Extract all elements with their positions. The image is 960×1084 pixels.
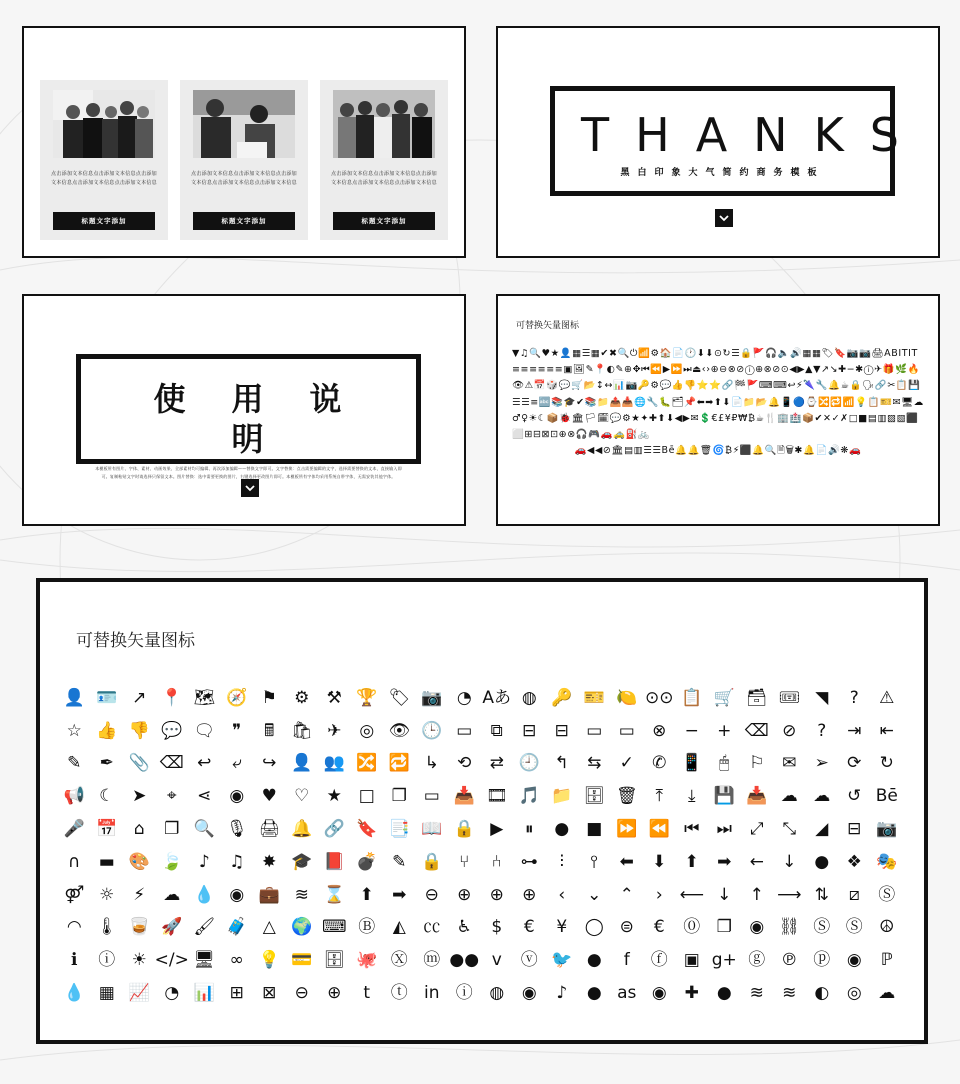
peace-icon: ☮ <box>879 917 895 938</box>
euro-c-icon: € <box>653 917 665 938</box>
tumblr-circle-icon: ⓣ <box>390 983 408 1004</box>
circle-right-icon: ⊕ <box>522 884 537 905</box>
infinity-icon: ∞ <box>229 950 244 971</box>
circle-icon: ● <box>554 819 570 840</box>
angle-right-icon: › <box>655 884 663 905</box>
microphone-2-icon: 🎙 <box>225 819 248 840</box>
clock-icon: 🕒 <box>421 720 443 741</box>
zero-c-icon: ⓪ <box>683 917 701 938</box>
print-icon: 🖨 <box>258 819 281 840</box>
up-icon: ⬆ <box>359 884 374 905</box>
magnet-icon: ∩ <box>68 851 81 872</box>
bomb-icon: 💣 <box>356 851 378 872</box>
crosshairs-icon: ⌖ <box>166 786 177 807</box>
exchange-icon: ⇆ <box>587 753 602 774</box>
slide-usage[interactable] <box>22 294 466 526</box>
slide-team-cards[interactable] <box>22 26 466 258</box>
cloud-down-icon: ☁ <box>163 884 181 905</box>
arrow-right-icon: ➡ <box>717 851 732 872</box>
team-card[interactable] <box>320 80 448 240</box>
line-chart-icon: 📈 <box>128 983 150 1004</box>
team-photo <box>193 90 295 158</box>
level-up-icon: ↰ <box>554 753 569 774</box>
facebook-circle-icon: ⓕ <box>650 950 668 971</box>
star-o-icon: ☆ <box>66 720 82 741</box>
reply-icon: ↩ <box>197 753 212 774</box>
credit-card-icon: 💳 <box>291 950 313 971</box>
clone-icon: ❐ <box>164 819 180 840</box>
inbox-icon: 🗄 <box>583 786 606 807</box>
share-alt-icon: ⋖ <box>197 786 212 807</box>
team-photo <box>333 90 435 158</box>
card-title-button[interactable]: 标题文字添加 <box>333 212 435 230</box>
graduation-icon: 🎓 <box>291 851 313 872</box>
long-left-icon: ⟵ <box>679 884 704 905</box>
comment-icon: 🗨 <box>193 720 216 741</box>
toggle-off-icon: ▭ <box>586 720 603 741</box>
code-fork-icon: ⑂ <box>459 851 470 872</box>
calculator-icon: 🖩 <box>264 720 275 741</box>
github-icon: 🐙 <box>356 950 378 971</box>
times-square-icon: ⊠ <box>262 983 277 1004</box>
water-icon: ≋ <box>294 884 309 905</box>
dribbble-2-icon: ◍ <box>489 983 505 1004</box>
question-icon: ? <box>817 720 827 741</box>
facebook-icon: f <box>623 950 630 971</box>
b-square-icon: Ⓑ <box>358 917 376 938</box>
folder-icon: 📁 <box>551 786 573 807</box>
pause-icon: ⏸ <box>525 819 534 840</box>
deviantart-circle-icon: ● <box>716 983 732 1004</box>
fast-forward-icon: ⏩ <box>616 819 638 840</box>
google-plus-icon: g+ <box>711 950 737 971</box>
chrome-icon: ◎ <box>846 983 862 1004</box>
quote-icon: ❞ <box>232 720 242 741</box>
user-icon: 👤 <box>291 753 313 774</box>
dollar-circle-icon: $ <box>491 917 503 938</box>
backspace-icon: ⌫ <box>744 720 769 741</box>
leaf-icon: 🍃 <box>161 851 183 872</box>
brightness-icon: ☀ <box>131 950 147 971</box>
minus-square-icon: ⊟ <box>847 819 862 840</box>
clipboard-icon: 📋 <box>681 687 703 708</box>
shopping-bag-icon: 🛍 <box>290 720 313 741</box>
thanks-title: THANKS <box>581 108 925 162</box>
stumbleupon-circle-icon: ● <box>586 983 602 1004</box>
spotify-icon: ≋ <box>749 983 764 1004</box>
lock-2-icon: 🔒 <box>421 851 443 872</box>
sign-out-icon: ⇥ <box>847 720 862 741</box>
signal-icon: ◢ <box>815 819 829 840</box>
microphone-icon: 🎤 <box>63 819 85 840</box>
envelope-icon: ✉ <box>782 753 797 774</box>
suitcase-icon: 🧳 <box>226 917 248 938</box>
info-icon: ℹ <box>71 950 78 971</box>
heart-icon: ♥ <box>261 786 277 807</box>
rocket-icon: 🚀 <box>161 917 183 938</box>
plus-square-icon: ⊞ <box>229 983 244 1004</box>
search-icon: 🔍 <box>193 819 215 840</box>
sitemap-icon: ⊶ <box>520 851 538 872</box>
play-icon: ▶ <box>490 819 504 840</box>
moon-icon: ☾ <box>99 786 115 807</box>
soundcloud-icon: ☁ <box>878 983 896 1004</box>
small-icons-row: ▼♫🔍♥★👤▦☰▦✔✖🔍⏻📶⚙🏠📄🕐⬇⬇⊙↻☰🔒🚩🎧🔈🔊▦▦🏷🔖📷📷🖨ABITIT≡≡≡≡≡≡▣🖼✎📍◐✎⊕✥⏮⏪▶⏩⏭⏏‹›⊕⊖⊗⊘ⓘ⊕⊗⊘⊙◀▶▲▼↗↘✚−✱ⓘ✈🎁🌿🔥👁⚠📅🎲💬🛒📂↕↔📊📷🔑⚙💬👍👎⭐⭐🔗🏁🚩⌨⌨↩⚡🌂🔧🔔☕🔒🗣🔗✂📋💾☰☰≡🔤📚🎓✔📚📁📤📥🌐🔧🐛🗂📌⬅➡⬆⬇📄📁📂🔔📱🔵⌚🔀🔁📶💡📋🎫✉🖥☁ <box>512 348 924 408</box>
pencil-icon: ✎ <box>67 753 82 774</box>
mouse-icon: 🖱 <box>719 753 730 774</box>
pinterest-circle-icon: ⓟ <box>813 950 831 971</box>
camera-icon: 📷 <box>421 687 443 708</box>
undo-icon: ↺ <box>847 786 862 807</box>
link-slash-icon: ⛓ <box>778 917 801 938</box>
keyboard-icon: ⌨ <box>321 917 347 938</box>
user-plus-icon: 👤 <box>63 687 85 708</box>
dribbble-icon: ◍ <box>521 687 537 708</box>
window-icon: ▭ <box>456 720 473 741</box>
file-code-icon: ⧄ <box>848 884 860 905</box>
commit-icon: ⫶ <box>559 851 564 872</box>
pinterest-icon: ℗ <box>780 950 798 971</box>
bolt-icon: ⚡ <box>133 884 146 905</box>
cone-icon: △ <box>262 917 276 938</box>
calendar-icon: 📅 <box>96 819 118 840</box>
drama-icon: 🎭 <box>876 851 898 872</box>
tumblr-icon: t <box>363 983 371 1004</box>
ban-icon: ⊘ <box>782 720 797 741</box>
slide-thanks[interactable] <box>496 26 940 258</box>
euro-circle-icon: € <box>523 917 535 938</box>
inbox-2-icon: 📥 <box>746 786 768 807</box>
xbox-icon: Ⓧ <box>390 950 408 971</box>
bookmark-icon: 🔖 <box>356 819 378 840</box>
flickr-icon: ●● <box>449 950 480 971</box>
save-icon: 💾 <box>713 786 735 807</box>
archive-icon: 🗃 <box>745 687 768 708</box>
home-icon: ⌂ <box>133 819 145 840</box>
chevron-down-icon <box>241 479 259 497</box>
certificate-icon: ✸ <box>262 851 277 872</box>
yen-circle-icon: ¥ <box>556 917 568 938</box>
key-icon: 🔑 <box>551 687 573 708</box>
toggle-on-2-icon: ⊟ <box>554 720 569 741</box>
vector-icon: ✎ <box>392 851 407 872</box>
location-arrow-icon: ➤ <box>132 786 147 807</box>
card-text: 点击添加文本信息点击添加文本信息点击添加文本信息点击添加文本信息点击添加文本信息 <box>50 171 157 186</box>
big-icon-grid <box>58 682 904 1010</box>
skype-icon: Ⓢ <box>878 884 896 905</box>
code-branch-icon: ⑃ <box>491 851 502 872</box>
external-icon: ⧉ <box>490 720 503 741</box>
angle-left-icon: ‹ <box>558 884 566 905</box>
right-icon: ➡ <box>392 884 407 905</box>
bar-chart-icon: 📊 <box>193 983 215 1004</box>
arrow-down-2-icon: ↓ <box>782 851 797 872</box>
cloud-up-icon: ☁ <box>813 786 831 807</box>
code-icon: </> <box>154 950 189 971</box>
compress-icon: ⤡ <box>782 819 797 840</box>
language-icon: Aあ <box>482 687 512 708</box>
info-circle-icon: ⓘ <box>98 950 116 971</box>
thanks-frame <box>550 86 925 196</box>
users-icon: 👥 <box>323 753 345 774</box>
retweet-2-icon: ⇄ <box>489 753 504 774</box>
circle-left-icon: ⊖ <box>424 884 439 905</box>
team-card[interactable] <box>180 80 308 240</box>
random-icon: 🔀 <box>356 753 378 774</box>
book-icon: 📕 <box>323 851 345 872</box>
wheel-icon: ◐ <box>814 983 830 1004</box>
music-icon: ♪ <box>198 851 210 872</box>
vimeo-icon: v <box>491 950 502 971</box>
circle-2-icon: ● <box>814 851 830 872</box>
big-icons-title: 可替换矢量图标 <box>76 631 195 651</box>
eye-c-icon: ◉ <box>749 917 765 938</box>
toggle-on-icon: ⊟ <box>522 720 537 741</box>
cart-icon: 🛒 <box>713 687 735 708</box>
level-down-icon: ↳ <box>424 753 439 774</box>
copy-o-icon: ❐ <box>391 786 407 807</box>
stripe-icon: Ⓢ <box>845 917 863 938</box>
reply-all-icon: ⤶ <box>231 753 242 774</box>
sign-in-icon: ⇤ <box>879 720 894 741</box>
long-up-icon: ↑ <box>749 884 764 905</box>
star-icon: ★ <box>326 786 342 807</box>
step-forward-icon: ⏭ <box>716 819 732 840</box>
map-icon: 🗺 <box>193 687 216 708</box>
database-icon: 🗄 <box>323 950 346 971</box>
tint-icon: 💧 <box>193 884 215 905</box>
stumbleupon-icon: ♪ <box>556 983 568 1004</box>
ticket-icon: 🎫 <box>583 687 605 708</box>
vimeo-circle-icon: ⓥ <box>520 950 538 971</box>
hdd-icon: ▬ <box>98 851 115 872</box>
bullhorn-icon: 📢 <box>63 786 85 807</box>
meetup-icon: ⓜ <box>423 950 441 971</box>
thumbs-up-icon: 👍 <box>96 720 118 741</box>
circle-down-icon: ⊕ <box>457 884 472 905</box>
facebook-square-icon: ▣ <box>683 950 700 971</box>
angle-up-icon: ⌃ <box>619 884 634 905</box>
refresh-icon: ⟳ <box>847 753 862 774</box>
glass-icon: 🥃 <box>128 917 150 938</box>
twitter-circle-icon: ● <box>586 950 602 971</box>
arrow-down-icon: ⬇ <box>652 851 667 872</box>
paper-plane-icon: ➢ <box>814 753 829 774</box>
drops-icon: 💧 <box>63 983 85 1004</box>
phone-icon: ✆ <box>652 753 667 774</box>
bookmarks-icon: 📑 <box>388 819 410 840</box>
team-card[interactable] <box>40 80 168 240</box>
rss-icon: ◥ <box>815 687 829 708</box>
camera-retro-icon: 📷 <box>876 819 898 840</box>
tachometer-icon: ◔ <box>456 687 472 708</box>
stumble-icon: Ⓢ <box>813 917 831 938</box>
google-plus-circle-icon: ⓖ <box>748 950 766 971</box>
paperclip-icon: 📎 <box>128 753 150 774</box>
inbox-in-icon: 📥 <box>453 786 475 807</box>
bell-icon: 🔔 <box>291 819 313 840</box>
question-circle-icon: ? <box>849 687 859 708</box>
universal-access-icon: ♿ <box>456 917 472 938</box>
globe-icon: 🌍 <box>291 917 313 938</box>
team-photo <box>53 90 155 158</box>
area-chart-icon: ◭ <box>392 917 406 938</box>
circle-o-icon: ◯ <box>584 917 604 938</box>
voicemail-icon: ⊙⊙ <box>645 687 674 708</box>
card-text: 点击添加文本信息点击添加文本信息点击添加文本信息点击添加文本信息点击添加文本信息 <box>190 171 297 186</box>
card-title-button[interactable]: 标题文字添加 <box>53 212 155 230</box>
fast-backward-icon: ⏪ <box>648 819 670 840</box>
brush-icon: 🖌 <box>193 917 216 938</box>
share-icon: ↗ <box>132 687 147 708</box>
map-marker-icon: 📍 <box>161 687 183 708</box>
minus-circle-icon: ⊖ <box>294 983 309 1004</box>
chevron-down-icon <box>715 209 733 227</box>
eraser-icon: ⌫ <box>159 753 184 774</box>
history-icon: 🕘 <box>518 753 540 774</box>
retweet-icon: 🔁 <box>388 753 410 774</box>
palette-icon: 🎨 <box>128 851 150 872</box>
eye-icon: 👁 <box>388 720 411 741</box>
thumbs-down-icon: 👎 <box>128 720 150 741</box>
ticket-alt-icon: 🎟 <box>778 687 801 708</box>
dropbox-icon: ❖ <box>846 851 862 872</box>
expand-icon: ⤢ <box>749 819 764 840</box>
copy-c-icon: ❐ <box>716 917 732 938</box>
disc-icon: ◉ <box>229 884 245 905</box>
circle-up-icon: ⊕ <box>489 884 504 905</box>
th-large-icon: ▦ <box>98 983 115 1004</box>
link-icon: 🔗 <box>323 819 345 840</box>
arrow-up-icon: ⬆ <box>684 851 699 872</box>
flag-icon: ⚑ <box>261 687 277 708</box>
small-icons-row: 🚗◀◀⊘🏛▤▥☰☰Bē🔔🔔🗑🌀₿⚡⬛🔔🔍🗎🗑✱🔔📄🔊❋🚗 <box>574 445 862 457</box>
lightbulb-icon: 💡 <box>258 950 280 971</box>
long-right-icon: ⟶ <box>777 884 802 905</box>
git-icon: ⫯ <box>590 851 598 872</box>
lastfm-icon: as <box>617 983 637 1004</box>
square-o-icon: □ <box>358 786 375 807</box>
wifi-icon: ◠ <box>66 917 82 938</box>
mobile-icon: 📱 <box>681 753 703 774</box>
arrow-left-2-icon: ← <box>749 851 764 872</box>
usage-frame <box>76 354 421 479</box>
usage-title: 使用说明 <box>153 380 388 458</box>
linkedin-icon: in <box>424 983 440 1004</box>
behance-icon: Bē <box>875 786 898 807</box>
cc-icon: ㏄ <box>423 917 441 938</box>
life-ring-icon: ◎ <box>359 720 375 741</box>
chevron-down-button[interactable] <box>715 209 733 227</box>
plus-icon: + <box>717 720 732 741</box>
thermometer-icon: 🌡 <box>95 917 118 938</box>
step-backward-icon: ⏮ <box>684 819 700 840</box>
cog-icon: ⚙ <box>294 687 310 708</box>
minus-icon: − <box>684 720 699 741</box>
music-2-icon: ♫ <box>229 851 245 872</box>
briefcase-icon: 💼 <box>258 884 280 905</box>
download-icon: ⤓ <box>687 786 696 807</box>
hourglass-icon: ⌛ <box>323 884 345 905</box>
usage-note: 本模板所有图片、字体、素材、动画效果、全部素材均可编辑、再次添加编辑——替换文字即可。文字替换：点击需要编辑的文字，选择需要替换的文本，直接输入即可。复制粘贴文字时请选择只保留文本。图片替换：选中需要更换的图片，右键选择更改图片即可。本模板所有字体均采用系统自带字体，无需安装其他字体。 <box>95 466 402 479</box>
book-open-icon: 📖 <box>421 819 443 840</box>
feather-icon: ✒ <box>99 753 114 774</box>
small-icons-title: 可替换矢量图标 <box>516 321 580 331</box>
stop-icon: ■ <box>586 819 603 840</box>
eye-o-icon: ◉ <box>229 786 245 807</box>
chevron-down-button[interactable] <box>241 479 259 497</box>
tools-icon: ⚒ <box>326 687 342 708</box>
dribbble-circle-icon: ◉ <box>521 983 537 1004</box>
check-icon: ✓ <box>619 753 634 774</box>
small-icon-grid <box>512 346 924 459</box>
angle-down-icon: ⌄ <box>587 884 602 905</box>
small-icons-row: ♂♀☀☾📦🐞🏛🏳🗓💬⚙★✦✚⬆⬇◀▶✉💲€£¥₽₩₿☕🍴🏢🏥📦✔✕✓✗□■▤▥▨▧⬛⬜⊞⊟⊠⊡⊕⊗🎧🎮🚗🚕⛽🚲 <box>512 412 919 441</box>
lemon-icon: 🍋 <box>616 687 638 708</box>
compass-icon: 🧭 <box>226 687 248 708</box>
long-down-icon: ↓ <box>717 884 732 905</box>
card-text: 点击添加文本信息点击添加文本信息点击添加文本信息点击添加文本信息点击添加文本信息 <box>330 171 437 186</box>
lastfm-circle-icon: ◉ <box>651 983 667 1004</box>
pie-chart-icon: ◔ <box>164 983 180 1004</box>
cloud-icon: ☁ <box>780 786 798 807</box>
lock-icon: 🔒 <box>453 819 475 840</box>
arrow-left-icon: ⬅ <box>619 851 634 872</box>
redo-icon: ↻ <box>879 753 894 774</box>
tag-icon: 🏷 <box>388 687 411 708</box>
heart-o-icon: ♡ <box>294 786 310 807</box>
signpost-icon: ⚐ <box>749 753 765 774</box>
card-title-button[interactable]: 标题文字添加 <box>193 212 295 230</box>
sort-icon: ⇅ <box>814 884 829 905</box>
times-circle-icon: ⊗ <box>652 720 667 741</box>
linkedin-circle-icon: ⓘ <box>455 983 473 1004</box>
rectangle-icon: ▭ <box>618 720 635 741</box>
plus-circle-icon: ⊕ <box>327 983 342 1004</box>
film-icon: 🎞 <box>485 786 508 807</box>
warning-icon: ⚠ <box>879 687 895 708</box>
venus-mars-icon: ⚤ <box>64 884 85 905</box>
twitter-icon: 🐦 <box>551 950 573 971</box>
desktop-icon: 🖥 <box>193 950 216 971</box>
trophy-icon: 🏆 <box>356 687 378 708</box>
music-file-icon: 🎵 <box>518 786 540 807</box>
deviantart-icon: ✚ <box>684 983 699 1004</box>
weibo-icon: ◉ <box>846 950 862 971</box>
slide-big-icons[interactable] <box>36 578 928 1044</box>
sun-icon: ☼ <box>99 884 115 905</box>
plane-icon: ✈ <box>327 720 342 741</box>
thanks-subtitle: 黑白印象大气简约商务模板 <box>620 168 825 178</box>
slide-small-icons[interactable] <box>496 294 940 526</box>
repeat-icon: ⟲ <box>457 753 472 774</box>
square-o-2-icon: ▭ <box>423 786 440 807</box>
paypal-icon: ℙ <box>880 950 893 971</box>
spotify-2-icon: ≋ <box>782 983 797 1004</box>
equal-circle-icon: ⊜ <box>619 917 634 938</box>
upload-icon: ⤒ <box>655 786 663 807</box>
comments-icon: 💬 <box>161 720 183 741</box>
id-card-icon: 🪪 <box>96 687 118 708</box>
forward-icon: ↪ <box>262 753 277 774</box>
trash-icon: 🗑 <box>615 786 638 807</box>
